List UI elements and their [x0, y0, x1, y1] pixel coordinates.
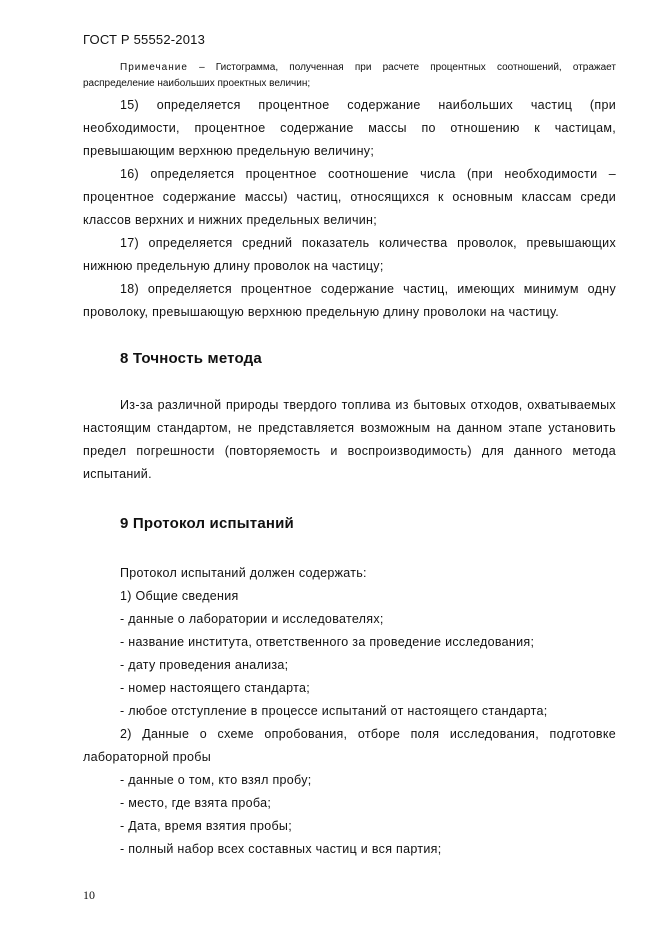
protocol-intro: Протокол испытаний должен содержать:: [120, 566, 367, 580]
note-label: Примечание: [120, 62, 188, 73]
subsection-1-title: 1) Общие сведения: [120, 589, 239, 603]
section-8-heading: 8 Точность метода: [120, 350, 262, 367]
section-8-text: Из-за различной природы твердого топлива из бытовых отходов, охватываемых настоящим стандартом, не представляется возможным на данном этапе установить предел погрешности (повторяемость и воспроизводимость) для данного метода испытаний.: [83, 398, 616, 481]
list-item: - дату проведения анализа;: [120, 658, 289, 672]
list-item-16: 16) определяется процентное соотношение числа (при необходимости – процентное содержание массы) частиц, относящихся к основным классам среди классов верхних и нижних предельных величин;: [83, 167, 616, 227]
list-item: - номер настоящего стандарта;: [120, 681, 310, 695]
list-item-17: 17) определяется средний показатель количества проволок, превышающих нижнюю предельную длину проволок на частицу;: [83, 236, 616, 273]
list-item: - данные о том, кто взял пробу;: [120, 773, 312, 787]
list-item: - место, где взята проба;: [120, 796, 272, 810]
page-content: [83, 60, 616, 861]
list-item: - полный набор всех составных частиц и вся партия;: [120, 842, 442, 856]
note-paragraph: [83, 60, 616, 92]
list-item: - любое отступление в процессе испытаний от настоящего стандарта;: [120, 704, 548, 718]
list-item: - название института, ответственного за проведение исследования;: [120, 635, 535, 649]
list-item-15: 15) определяется процентное содержание наибольших частиц (при необходимости, процентное содержание массы по отношению к частицам, превышающим верхнюю предельную величину;: [83, 98, 616, 158]
list-item: - данные о лаборатории и исследователях;: [120, 612, 384, 626]
list-item-18: 18) определяется процентное содержание частиц, имеющих минимум одну проволоку, превышающую верхнюю предельную длину проволоки на частицу.: [83, 282, 616, 319]
section-9-heading: 9 Протокол испытаний: [120, 515, 294, 532]
note-text: – Гистограмма, полученная при расчете процентных соотношений, отражает распределение наибольших проектных величин;: [83, 62, 616, 89]
subsection-2-title: 2) Данные о схеме опробования, отборе поля исследования, подготовке лабораторной пробы: [83, 727, 616, 764]
page-number: 10: [83, 888, 95, 902]
list-item: - Дата, время взятия пробы;: [120, 819, 292, 833]
document-id-header: ГОСТ Р 55552-2013: [83, 32, 206, 47]
